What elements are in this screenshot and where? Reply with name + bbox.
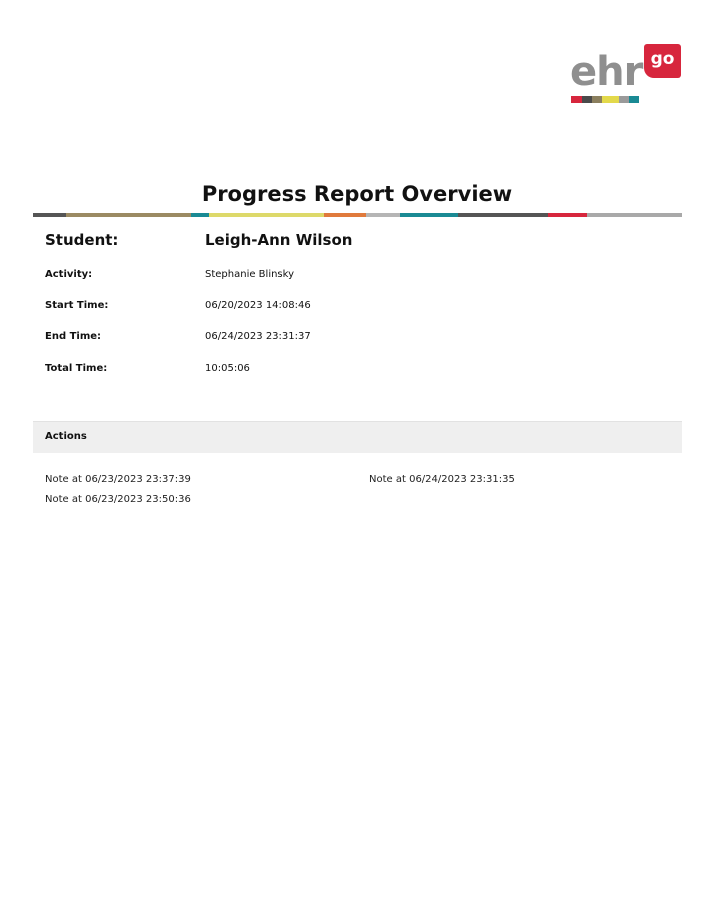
total-time-label: Total Time: — [45, 363, 108, 374]
student-label: Student: — [45, 231, 119, 249]
logo-stripe-segment — [602, 96, 619, 103]
stripe-segment — [209, 213, 324, 217]
stripe-segment — [400, 213, 458, 217]
activity-label: Activity: — [45, 269, 93, 280]
start-time-value: 06/20/2023 14:08:46 — [205, 300, 311, 311]
stripe-segment — [191, 213, 209, 217]
stripe-segment — [458, 213, 548, 217]
logo-stripe-segment — [582, 96, 592, 103]
note-item[interactable]: Note at 06/23/2023 23:50:36 — [45, 494, 191, 505]
actions-header-label: Actions — [45, 431, 87, 442]
logo-badge: go — [644, 44, 681, 78]
stripe-segment — [366, 213, 400, 217]
note-item[interactable]: Note at 06/23/2023 23:37:39 — [45, 474, 191, 485]
actions-section-header — [33, 421, 682, 453]
total-time-value: 10:05:06 — [205, 363, 250, 374]
ehrgo-logo — [570, 44, 682, 106]
stripe-segment — [587, 213, 682, 217]
stripe-segment — [33, 213, 66, 217]
logo-stripe-segment — [629, 96, 639, 103]
logo-stripe-segment — [592, 96, 602, 103]
logo-wordmark: ehr — [570, 49, 643, 95]
note-item[interactable]: Note at 06/24/2023 23:31:35 — [369, 474, 515, 485]
logo-stripe-segment — [571, 96, 582, 103]
page-title: Progress Report Overview — [201, 182, 513, 206]
activity-value: Stephanie Blinsky — [205, 269, 294, 280]
title-color-stripe — [33, 213, 682, 217]
start-time-label: Start Time: — [45, 300, 109, 311]
student-name: Leigh-Ann Wilson — [205, 231, 353, 249]
end-time-value: 06/24/2023 23:31:37 — [205, 331, 311, 342]
stripe-segment — [66, 213, 191, 217]
logo-color-stripe — [571, 96, 639, 103]
logo-stripe-segment — [619, 96, 629, 103]
end-time-label: End Time: — [45, 331, 102, 342]
stripe-segment — [324, 213, 366, 217]
stripe-segment — [548, 213, 587, 217]
